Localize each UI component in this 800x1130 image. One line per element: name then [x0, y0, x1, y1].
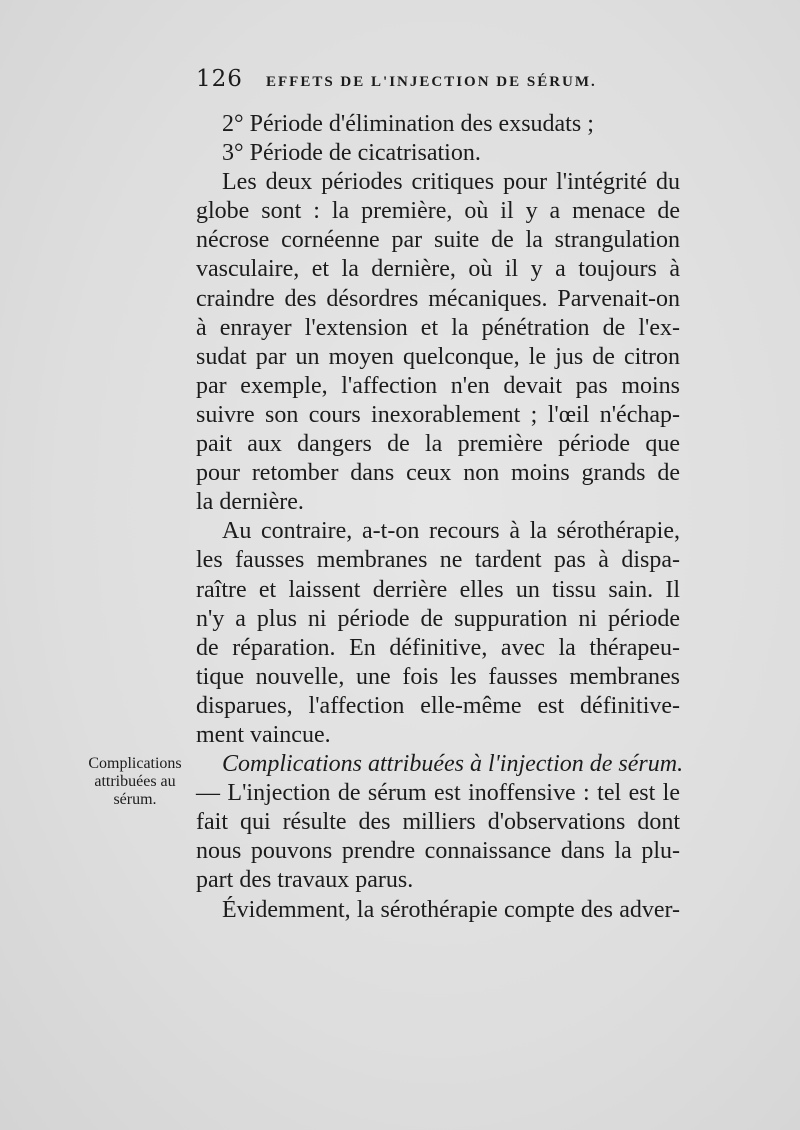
text-line: pait aux dangers de la première période que: [196, 431, 680, 458]
text-line: 2° Période d'élimination des exsudats ;: [222, 111, 594, 137]
text-line: à enrayer l'extension et la pénétration de l'ex-: [196, 314, 680, 341]
paragraph: [196, 139, 680, 168]
text-line: Les deux périodes critiques pour l'intégrité du: [222, 169, 680, 196]
text-line: pour retomber dans ceux non moins grands de: [196, 460, 680, 487]
text-line: n'y a plus ni période de suppuration ni période: [196, 605, 680, 632]
page-number: 126: [196, 66, 243, 92]
text-line: nécrose cornéenne par suite de la strangulation: [196, 227, 680, 254]
text-line: fait qui résulte des milliers d'observations dont: [196, 809, 680, 836]
text-line: de réparation. En définitive, avec la thérapeu-: [196, 634, 680, 661]
paragraph: [196, 896, 680, 925]
text-line: tique nouvelle, une fois les fausses membranes: [196, 663, 680, 690]
paragraph: [196, 168, 680, 517]
text-line: globe sont : la première, où il y a menace de: [196, 198, 680, 225]
text-line: suivre son cours inexorablement ; l'œil n'échap-: [196, 401, 680, 428]
margin-note: [80, 755, 190, 809]
paragraph: [196, 750, 684, 895]
text-line: les fausses membranes ne tardent pas à dispa-: [196, 547, 680, 574]
text-line: Évidemment, la sérothérapie compte des adver-: [222, 896, 680, 923]
text-line: disparues, l'affection elle-même est définitive-: [196, 692, 680, 719]
text-line: 3° Période de cicatrisation.: [222, 140, 481, 167]
text-line: — L'injection de sérum est inoffensive : tel est le: [196, 780, 680, 807]
margin-note-line: sérum.: [113, 791, 157, 808]
text-line: raître et laissent derrière elles un tissu sain. Il: [196, 576, 680, 603]
margin-note-line: Complications: [88, 755, 182, 772]
margin-note-line: attribuées au: [94, 773, 176, 790]
paragraph: [196, 517, 680, 750]
text-line: Au contraire, a-t-on recours à la sérothérapie,: [222, 518, 680, 545]
body-text: [196, 110, 684, 925]
paragraph: [196, 110, 680, 139]
text-line: nous pouvons prendre connaissance dans la plu-: [196, 838, 680, 865]
text-line: ment vaincue.: [196, 721, 331, 748]
running-head: EFFETS DE L'INJECTION DE SÉRUM.: [266, 74, 597, 90]
text-line: sudat par un moyen quelconque, le jus de citron: [196, 343, 680, 370]
text-line: craindre des désordres mécaniques. Parvenait-on: [196, 285, 680, 312]
text-line: Complications attribuées à l'injection de sérum.: [222, 751, 684, 778]
text-line: part des travaux parus.: [196, 867, 414, 894]
text-line: la dernière.: [196, 489, 304, 516]
page-header: [196, 66, 696, 96]
text-line: par exemple, l'affection n'en devait pas moins: [196, 372, 680, 399]
text-line: vasculaire, et la dernière, où il y a toujours à: [196, 256, 680, 283]
